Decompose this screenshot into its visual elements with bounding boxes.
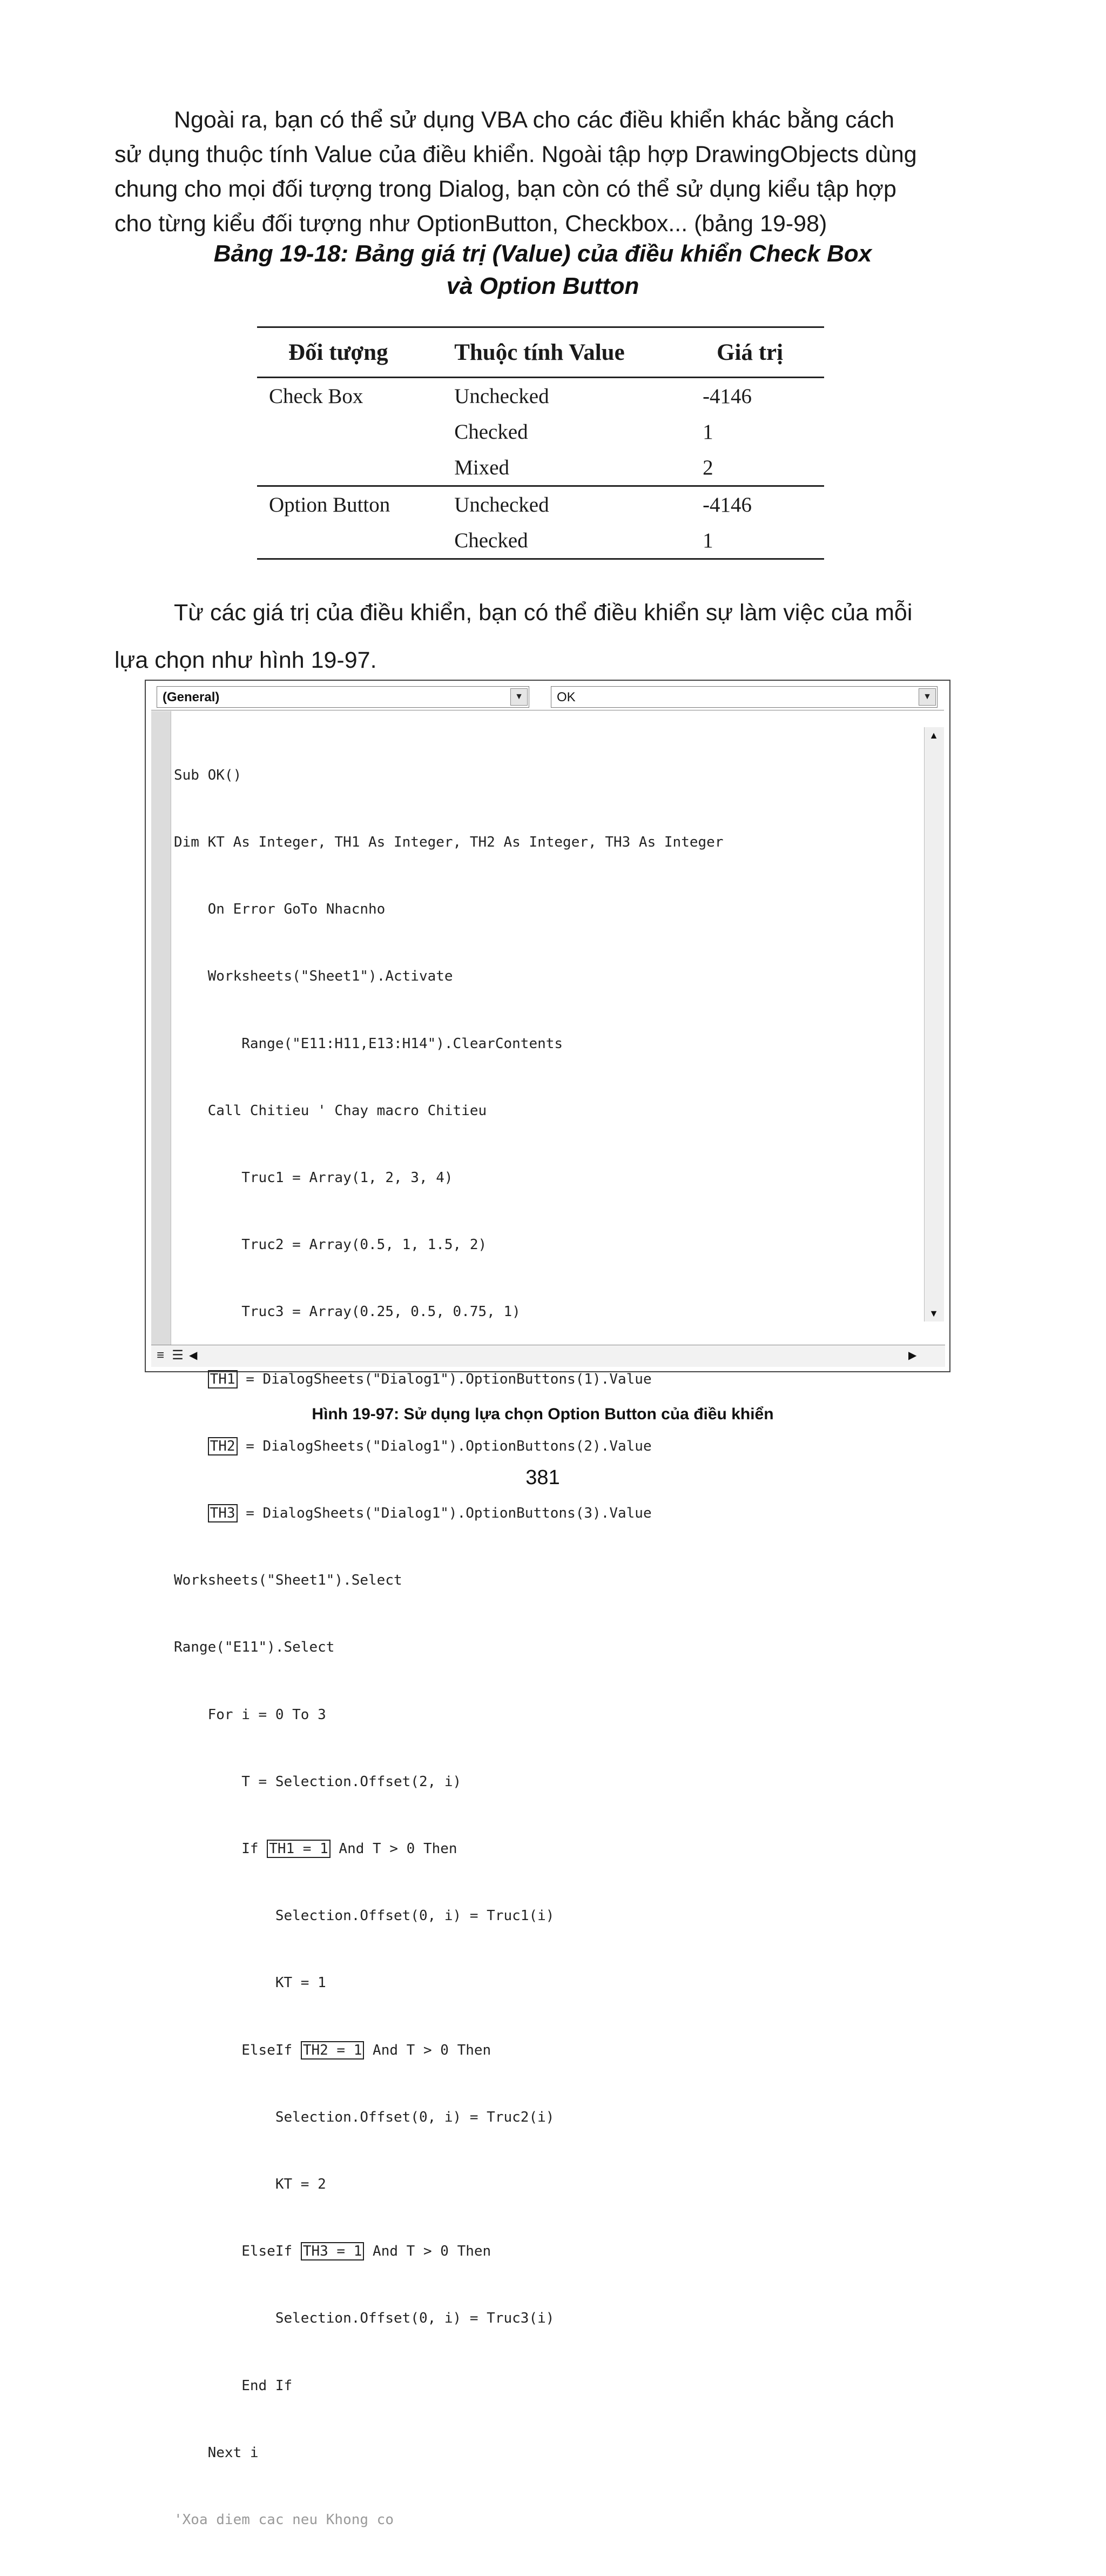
highlight-box: TH2 (208, 1437, 238, 1455)
object-dropdown-value: (General) (163, 690, 220, 705)
intro-line: chung cho mọi đối tượng trong Dialog, bạn còn có thể sử dụng kiểu tập hợp (114, 176, 896, 202)
code-line: Dim KT As Integer, TH1 As Integer, TH2 As Integer, TH3 As Integer (174, 834, 724, 851)
body-line: Từ các giá trị của điều khiển, bạn có thể điều khiển sự làm việc của mỗi (174, 600, 913, 626)
body-line: lựa chọn như hình 19-97. (114, 647, 377, 673)
cell-object: Check Box (269, 384, 363, 408)
cell-property: Checked (454, 420, 528, 444)
table-title-line1: Bảng 19-18: Bảng giá trị (Value) của điều khiển Check Box (213, 240, 872, 267)
code-line: Range("E11").Select (174, 1639, 335, 1656)
page-number: 381 (525, 1466, 560, 1489)
code-line: Worksheets("Sheet1").Activate (174, 968, 453, 985)
code-line: Next i (174, 2444, 259, 2461)
table-row (257, 450, 824, 486)
code-line: TH3 = DialogSheets("Dialog1").OptionButtons(3).Value (174, 1502, 915, 1525)
code-lines (174, 720, 915, 2576)
scroll-left-icon[interactable]: ◀ (189, 1350, 198, 1361)
header-value: Giá trị (691, 327, 824, 378)
chevron-down-icon[interactable]: ▼ (919, 688, 936, 706)
cell-property: Unchecked (454, 384, 549, 408)
procedure-dropdown[interactable] (551, 686, 938, 708)
value-table (257, 326, 824, 560)
intro-line: Ngoài ra, bạn có thể sử dụng VBA cho các điều khiển khác bằng cách (174, 107, 894, 133)
code-line: TH2 = DialogSheets("Dialog1").OptionButtons(2).Value (174, 1435, 915, 1458)
code-line: For i = 0 To 3 (174, 1706, 326, 1723)
code-line: ElseIf TH3 = 1 And T > 0 Then (174, 2243, 491, 2260)
highlight-box: TH1 (208, 1370, 238, 1388)
scroll-up-icon[interactable]: ▲ (929, 730, 939, 741)
cell-object: Option Button (269, 493, 390, 516)
code-line: ElseIf TH2 = 1 And T > 0 Then (174, 2042, 491, 2058)
scroll-right-icon[interactable]: ▶ (908, 1350, 917, 1361)
table-row (257, 414, 824, 450)
table-title (114, 238, 971, 303)
code-line: End If (174, 2377, 293, 2394)
code-line: Selection.Offset(0, i) = Truc2(i) (174, 2109, 555, 2125)
highlight-box: TH1 = 1 (267, 1840, 331, 1858)
margin-indicator-bar (151, 711, 171, 1349)
cell-object (257, 450, 442, 486)
code-line: KT = 2 (174, 2176, 326, 2193)
intro-line: sử dụng thuộc tính Value của điều khiển. Ngoài tập hợp DrawingObjects dùng (114, 142, 917, 167)
procedure-view-icon[interactable]: ≡ (156, 1348, 164, 1363)
cell-property: Mixed (442, 450, 691, 486)
combo-bar (151, 685, 944, 710)
code-line: Selection.Offset(0, i) = Truc1(i) (174, 1908, 555, 1924)
table-title-line2: và Option Button (446, 273, 639, 299)
code-line: Worksheets("Sheet1").Select (174, 1572, 402, 1589)
header-object: Đối tượng (257, 327, 442, 378)
code-line: TH1 = DialogSheets("Dialog1").OptionButtons(1).Value (174, 1369, 915, 1391)
code-line: 'Xoa diem cac neu Khong co (174, 2512, 394, 2528)
table-header-row (257, 327, 824, 378)
code-line: Range("E11:H11,E13:H14").ClearContents (174, 1035, 563, 1052)
horizontal-scrollbar[interactable] (151, 1345, 945, 1367)
cell-value: -4146 (703, 493, 752, 516)
full-module-view-icon[interactable]: ☰ (172, 1348, 184, 1363)
highlight-box: TH2 = 1 (301, 2041, 365, 2060)
code-line: Truc1 = Array(1, 2, 3, 4) (174, 1170, 453, 1186)
object-dropdown[interactable] (157, 686, 529, 708)
table-row (257, 522, 824, 559)
cell-value: -4146 (703, 384, 752, 408)
cell-object (257, 414, 442, 450)
figure-caption: Hình 19-97: Sử dụng lựa chọn Option Button của điều khiển (312, 1405, 774, 1423)
code-line: If TH1 = 1 And T > 0 Then (174, 1841, 457, 1857)
cell-object (257, 522, 442, 559)
vertical-scrollbar[interactable] (924, 727, 944, 1321)
table-row (257, 378, 824, 414)
code-line: T = Selection.Offset(2, i) (174, 1773, 462, 1790)
code-line: Selection.Offset(0, i) = Truc3(i) (174, 2310, 555, 2327)
scroll-down-icon[interactable]: ▼ (929, 1308, 939, 1319)
cell-value: 1 (703, 420, 713, 444)
code-line: On Error GoTo Nhacnho (174, 901, 386, 918)
cell-value: 2 (691, 450, 824, 486)
header-property: Thuộc tính Value (442, 327, 691, 378)
intro-paragraph (114, 103, 971, 241)
chevron-down-icon[interactable]: ▼ (510, 688, 528, 706)
code-line: Truc3 = Array(0.25, 0.5, 0.75, 1) (174, 1304, 521, 1320)
body-paragraph (114, 589, 971, 684)
cell-value: 1 (691, 522, 824, 559)
highlight-box: TH3 = 1 (301, 2242, 365, 2260)
code-line: Call Chitieu ' Chay macro Chitieu (174, 1102, 487, 1119)
code-line: KT = 1 (174, 1975, 326, 1991)
code-line: Sub OK() (174, 767, 242, 783)
table-row (257, 486, 824, 523)
code-line: Truc2 = Array(0.5, 1, 1.5, 2) (174, 1237, 487, 1253)
cell-property: Unchecked (454, 493, 549, 516)
intro-line: cho từng kiểu đối tượng như OptionButton, Checkbox... (bảng 19-98) (114, 211, 827, 237)
cell-property: Checked (442, 522, 691, 559)
procedure-dropdown-value: OK (557, 690, 576, 705)
highlight-box: TH3 (208, 1504, 238, 1522)
